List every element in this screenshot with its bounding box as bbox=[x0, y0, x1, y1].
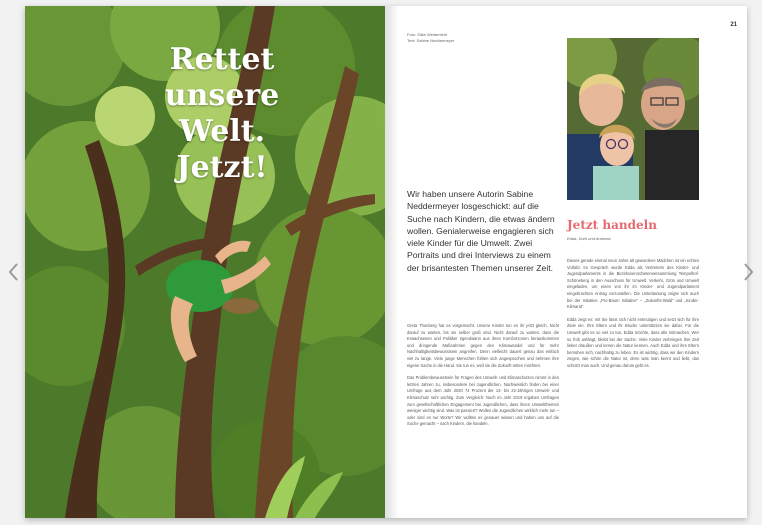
headline-line-2: unsere bbox=[164, 78, 280, 113]
family-photo bbox=[567, 38, 699, 200]
body-paragraph: Dieses gerade einmal neun Jahre alt gewordene Mädchen ist ein echtes Vorbild. Im Gespräch wurde Edda als Vertreterin des Kinder- und Jugendparlaments in die Bezirksverordnetenversammlung Tempelhof-Schöneberg in den Ausschuss für Umwelt, Verkehr, Grün und Umwelt eingeladen, um einen von ihr im Kinder- und Jugendparlament eingebrachten Antrag vorzustellen. Die Unterlassung zeigte sich auch bei der Initiative „Pro-Baum Initiative“ – „Zukunfts-Wald“ und „Kinder-Klimarat“. bbox=[567, 258, 699, 310]
chevron-left-icon bbox=[7, 262, 19, 282]
photo-text-credits bbox=[407, 32, 454, 44]
family-photo-illustration bbox=[567, 38, 699, 200]
next-page-button[interactable] bbox=[742, 262, 756, 284]
left-page bbox=[25, 6, 385, 518]
right-page bbox=[385, 6, 747, 518]
page-gutter bbox=[385, 6, 399, 518]
section-title: Jetzt handeln bbox=[567, 218, 657, 232]
body-column-left bbox=[407, 323, 559, 434]
headline bbox=[127, 42, 317, 186]
text-credit: Text: Sabine Neddermeyer bbox=[407, 38, 455, 43]
magazine-spread bbox=[25, 6, 747, 518]
chevron-right-icon bbox=[743, 262, 755, 282]
page-number: 21 bbox=[730, 22, 737, 28]
headline-line-3: Welt. bbox=[178, 114, 266, 149]
body-column-right bbox=[567, 258, 699, 376]
prev-page-button[interactable] bbox=[6, 262, 20, 284]
photo-credit: Foto: Silke Weidenfeld bbox=[407, 32, 447, 37]
body-paragraph: Edda zeigt es: mit Sie lässt sich nicht entmutigen und setzt sich für ihre Ziele ein. Ihre Eltern und ihr Bruder unterstützen sie dabei. Für die Umwelt gibt es so viel zu tun, Edda möchte, dass alle mitmachen. Wer so früh anfängt, bleibt bei der Sache. Viele Kinder verbringen ihre Zeit lieber draußen und lernen die Natur kennen. Auch Edda und ihre Eltern bemühen sich, nachhaltig zu leben. Es ist wichtig, dass wir den Kindern zeigen, wie schön die Natur ist, denn was man kennt und liebt, das schützt man auch. Und genau darum geht es. bbox=[567, 316, 699, 368]
headline-line-1: Rettet bbox=[169, 42, 275, 77]
body-paragraph: Greta Thunberg hat es vorgemacht: Unsere Kinder tun es ihr jetzt gleich. Nicht darauf zu warten, bis sie selber groß sind. Nicht darauf zu warten, dass die Erwachsenen und Politiker irgendwann aus ihren Komfortzonen herauskommen und dringende Maßnahmen gegen den Klimawandel und für mehr Nachhaltigkeitsbewusstsein angreifen. Denn vielleicht dauert genau das einfach viel zu lange. Viele junge Menschen fühlen sich angesprochen und nehmen ihre eigene Sache in die Hand. Sie tun es, weil sie die Zukunft retten möchten. bbox=[407, 323, 559, 368]
byline: Edda, Dorit und Andreas bbox=[567, 236, 611, 241]
lead-paragraph: Wir haben unsere Autorin Sabine Neddermeyer losgeschickt: auf die Suche nach Kindern, die etwas ändern wollen. Genialerweise engagieren sich viele Kinder für die Umwelt. Zwei Portraits und drei Interviews zu einem der brisantesten Themen unserer Zeit. bbox=[407, 189, 555, 273]
body-paragraph: Das Problembewusstsein für Fragen des Umwelt- und Klimaschutzes nimmt in den letzten Jahren zu, insbesondere bei Jugendlichen. Nachweislich finden bei einer Umfrage aus dem Jahr 2020 74 Prozent der 14- bis 22-Jährigen Umwelt- und Klimaschutz sehr wichtig. Zum Vergleich: Noch im Jahr 2019 ergaben Umfragen zum gesellschaftlichen Engagement bei Jugendlichen, dass ihnen Umweltthemen weniger wichtig sind. Was ist passiert? Wollen die Jugendlichen wirklich mehr tun – oder sind es nur Worte? Wir wollten es genauer wissen und haben uns auf die Suche gemacht – nach Kindern, die handeln. bbox=[407, 375, 559, 427]
headline-line-4: Jetzt! bbox=[176, 150, 268, 185]
